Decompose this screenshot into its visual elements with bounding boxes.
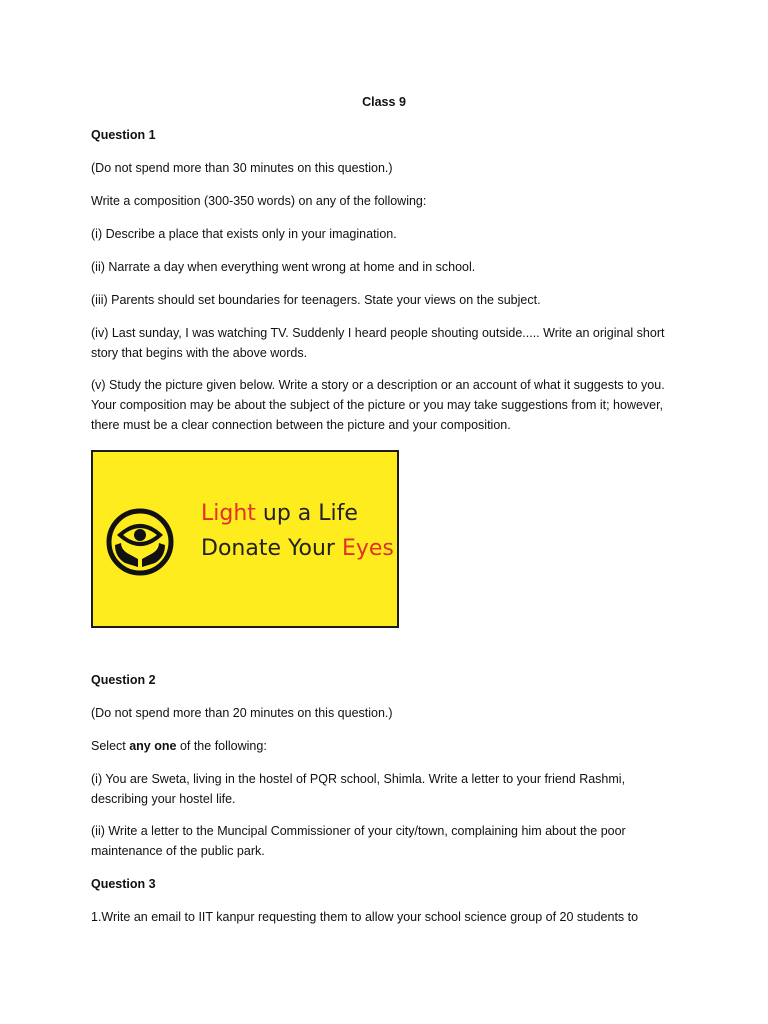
question-2-option-2-line-2: maintenance of the public park. [91, 844, 265, 858]
question-2-option-2-line-1: (ii) Write a letter to the Muncipal Commissioner of your city/town, complaining him about the poor [91, 824, 626, 838]
question-2-option-1-line-2: describing your hostel life. [91, 792, 236, 806]
question-2-instruction [91, 736, 683, 756]
question-3-heading: Question 3 [91, 877, 156, 891]
question-2-heading: Question 2 [91, 673, 156, 687]
poster-line-2 [201, 536, 394, 562]
eye-donation-poster [91, 450, 399, 628]
question-1-option-2: (ii) Narrate a day when everything went wrong at home and in school. [91, 260, 476, 274]
question-1-option-1: (i) Describe a place that exists only in your imagination. [91, 227, 397, 241]
question-1-option-5-line-3: there must be a clear connection between the picture and your composition. [91, 418, 511, 432]
question-2-option-1-line-1: (i) You are Sweta, living in the hostel of PQR school, Shimla. Write a letter to your friend Rashmi, [91, 772, 626, 786]
select-any-one: any one [129, 739, 177, 753]
question-1-option-4-line-1: (iv) Last sunday, I was watching TV. Suddenly I heard people shouting outside..... Write an original short [91, 326, 665, 340]
question-1-heading: Question 1 [91, 128, 156, 142]
question-1-option-4-line-2: story that begins with the above words. [91, 346, 308, 360]
poster-eyes-word: Eyes [341, 536, 394, 561]
question-1-option-3: (iii) Parents should set boundaries for teenagers. State your views on the subject. [91, 293, 541, 307]
question-2-time-note: (Do not spend more than 20 minutes on this question.) [91, 706, 393, 720]
poster-light-word: Light [201, 501, 256, 526]
select-prefix: Select [91, 739, 130, 753]
question-2-option-1 [91, 769, 683, 809]
poster-line-1 [201, 501, 358, 527]
page-title: Class 9 [362, 95, 406, 109]
eye-in-hands-icon [105, 495, 175, 589]
question-1-option-5-line-1: (v) Study the picture given below. Write a story or a description or an account of what it suggests to you. [91, 378, 665, 392]
question-1-option-5 [91, 375, 683, 435]
question-1-instruction: Write a composition (300-350 words) on any of the following: [91, 194, 427, 208]
question-1-time-note: (Do not spend more than 30 minutes on this question.) [91, 161, 393, 175]
question-1-option-4 [91, 323, 683, 363]
question-2-option-2 [91, 821, 683, 861]
question-3-item-1: 1.Write an email to IIT kanpur requesting them to allow your school science group of 20 students to [91, 910, 639, 924]
poster-line-2-start: Donate Your [201, 536, 342, 561]
select-suffix: of the following: [176, 739, 267, 753]
poster-line-1-rest: up a Life [255, 501, 358, 526]
question-1-option-5-line-2: Your composition may be about the subject of the picture or you may take suggestions from it; however, [91, 398, 664, 412]
